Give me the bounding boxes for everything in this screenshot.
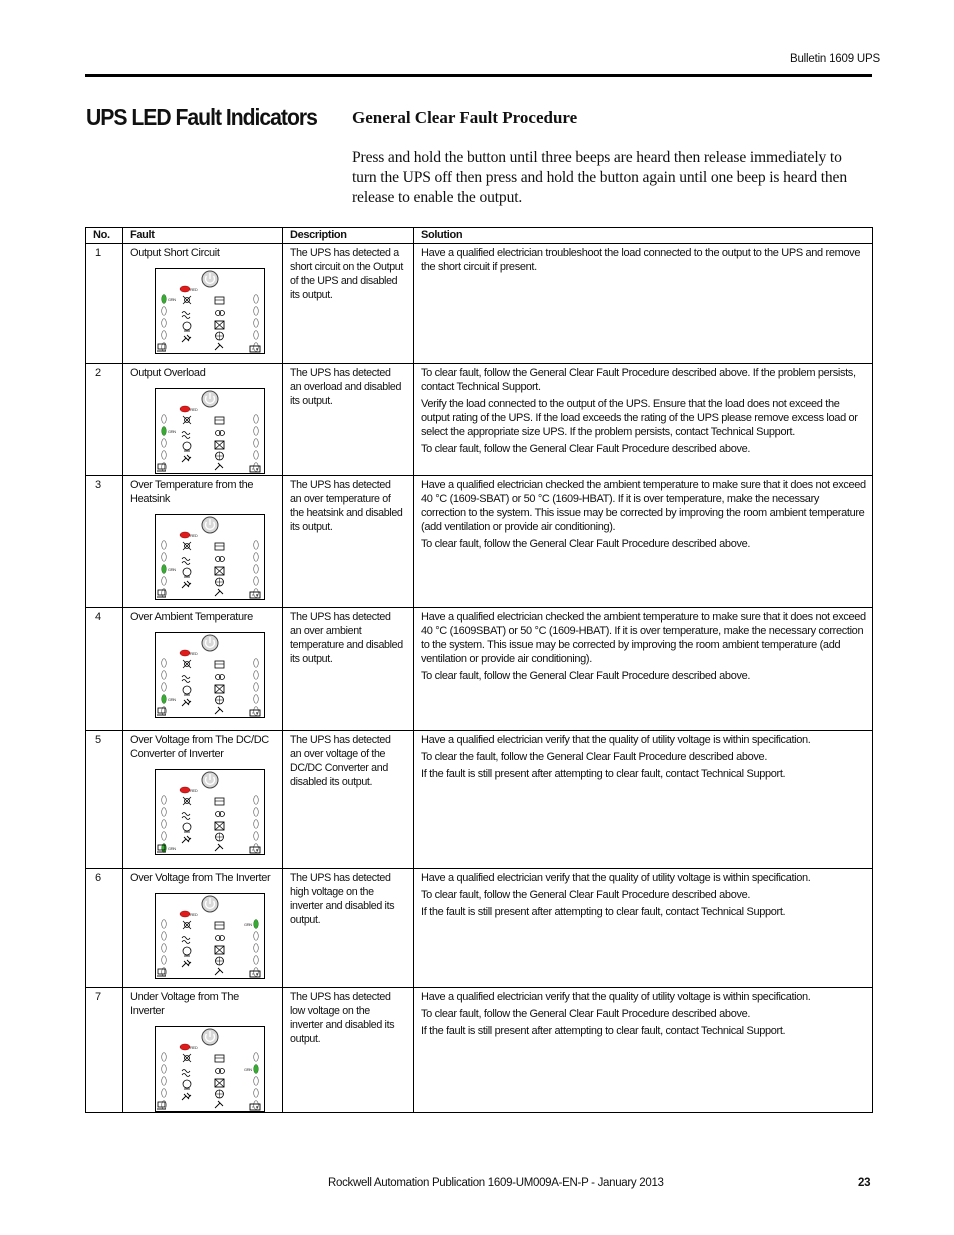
solution-paragraph: If the fault is still present after attempting to clear fault, contact Technical Support. <box>421 768 786 780</box>
table-row <box>86 364 873 476</box>
power-button-icon <box>202 896 218 912</box>
fault-solution <box>414 364 873 476</box>
led-label: RED <box>190 287 198 292</box>
warning-icon <box>183 921 191 929</box>
circle-grid-icon <box>216 696 224 704</box>
warning-icon <box>183 416 191 424</box>
led-panel-diagram <box>155 268 265 354</box>
table-row <box>86 988 873 1113</box>
solution-paragraph: To clear fault, follow the General Clear Fault Procedure described above. <box>421 538 751 550</box>
led-label: GRN <box>244 1067 252 1072</box>
header-solution: Solution <box>414 228 873 244</box>
solution-paragraph: Have a qualified electrician verify that the quality of utility voltage is within specification. <box>421 872 811 884</box>
footer-publication: Rockwell Automation Publication 1609-UM009A-EN-P - January 2013 <box>328 1177 664 1189</box>
solution-paragraph: Have a qualified electrician checked the ambient temperature to make sure that it does not exceed 40 °C (1609-SBAT) or 50 °C (1609-HBAT). If it is over temperature, make the necessary correction to the system. This issue may be corrected by improving the room ambient temperature (add ventilation or provide air conditioning). <box>421 479 866 533</box>
warning-icon <box>183 660 191 668</box>
power-button-icon <box>202 271 218 287</box>
fault-name: Over Voltage from The DC/DC Converter of Inverter <box>130 734 269 760</box>
fault-solution <box>414 988 873 1113</box>
fault-cell <box>123 244 283 364</box>
led-panel-diagram <box>155 514 265 600</box>
solution-paragraph: Have a qualified electrician verify that the quality of utility voltage is within specification. <box>421 991 811 1003</box>
fault-number: 3 <box>86 476 123 608</box>
led-label: GRN <box>244 922 252 927</box>
led-label: RED <box>190 533 198 538</box>
led-label: RED <box>190 912 198 917</box>
led-label: GRN <box>168 429 176 434</box>
solution-paragraph: To clear fault, follow the General Clear Fault Procedure described above. If the problem persists, contact Technical Support. <box>421 367 856 393</box>
circle-grid-icon <box>216 1090 224 1098</box>
table-header-row <box>86 228 873 244</box>
led-label: RED <box>190 407 198 412</box>
led-panel-diagram <box>155 632 265 718</box>
red-led-icon <box>180 787 198 793</box>
solution-paragraph: Have a qualified electrician troubleshoot the load connected to the output to the UPS and remove the short circuit if present. <box>421 247 861 273</box>
table-row <box>86 476 873 608</box>
circle-grid-icon <box>216 957 224 965</box>
fault-solution <box>414 869 873 988</box>
fault-cell <box>123 476 283 608</box>
solution-paragraph: To clear fault, follow the General Clear Fault Procedure described above. <box>421 889 751 901</box>
red-led-icon <box>180 532 198 538</box>
fault-description <box>283 244 414 364</box>
fault-cell <box>123 988 283 1113</box>
fault-name: Output Short Circuit <box>130 247 220 259</box>
power-button-icon <box>202 772 218 788</box>
led-label: RED <box>190 1045 198 1050</box>
solution-paragraph: Have a qualified electrician checked the ambient temperature to make sure that it does not exceed 40 °C (1609SBAT) or 50 °C (1609-HBAT). If it is over temperature, make the necessary correction to the system. This issue may be corrected by improving the room ambient temperature (add ventilation or provide air conditioning). <box>421 611 866 665</box>
fault-number: 5 <box>86 731 123 869</box>
red-led-icon <box>180 911 198 917</box>
fault-number: 2 <box>86 364 123 476</box>
fault-number: 4 <box>86 608 123 731</box>
solution-paragraph: Verify the load connected to the output of the UPS. Ensure that the load does not exceed the output rating of the UPS. If the load exceeds the rating of the UPS please remove excess load or select the appropriate size UPS. If the problem persists, contact Technical Support. <box>421 398 858 438</box>
fault-description <box>283 364 414 476</box>
fault-cell <box>123 608 283 731</box>
led-panel-diagram <box>155 893 265 979</box>
fault-description <box>283 476 414 608</box>
header-fault: Fault <box>123 228 283 244</box>
description-text: The UPS has detected an over temperature of the heatsink and disabled its output. <box>290 479 403 533</box>
fault-cell <box>123 869 283 988</box>
red-led-icon <box>180 406 198 412</box>
solution-paragraph: Have a qualified electrician verify that the quality of utility voltage is within specification. <box>421 734 811 746</box>
solution-paragraph: To clear fault, follow the General Clear Fault Procedure described above. <box>421 443 751 455</box>
header-rule <box>85 74 872 77</box>
fault-solution <box>414 731 873 869</box>
table-row <box>86 244 873 364</box>
fault-name: Over Voltage from The Inverter <box>130 872 271 884</box>
red-led-icon <box>180 286 198 292</box>
fault-number: 1 <box>86 244 123 364</box>
header-description: Description <box>283 228 414 244</box>
circle-grid-icon <box>216 833 224 841</box>
solution-paragraph: To clear fault, follow the General Clear Fault Procedure described above. <box>421 670 751 682</box>
table-row <box>86 608 873 731</box>
description-text: The UPS has detected an overload and disabled its output. <box>290 367 402 407</box>
led-panel-diagram <box>155 769 265 855</box>
fault-solution <box>414 476 873 608</box>
description-text: The UPS has detected low voltage on the inverter and disabled its output. <box>290 991 395 1045</box>
led-label: RED <box>190 788 198 793</box>
red-led-icon <box>180 1044 198 1050</box>
description-text: The UPS has detected an over ambient temperature and disabled its output. <box>290 611 403 665</box>
warning-icon <box>183 542 191 550</box>
description-text: The UPS has detected an over voltage of the DC/DC Converter and disabled its output. <box>290 734 391 788</box>
fault-name: Under Voltage from The Inverter <box>130 991 239 1017</box>
procedure-text: Press and hold the button until three beeps are heard then release immediately to turn the UPS off then press and hold the button again until one beep is heard then release to enable the output. <box>352 149 847 206</box>
fault-name: Over Ambient Temperature <box>130 611 253 623</box>
fault-description <box>283 988 414 1113</box>
circle-grid-icon <box>216 578 224 586</box>
fault-solution <box>414 608 873 731</box>
led-label: GRN <box>168 297 176 302</box>
fault-description <box>283 608 414 731</box>
power-button-icon <box>202 517 218 533</box>
solution-paragraph: To clear fault, follow the General Clear Fault Procedure described above. <box>421 1008 751 1020</box>
fault-cell <box>123 731 283 869</box>
description-text: The UPS has detected high voltage on the inverter and disabled its output. <box>290 872 395 926</box>
solution-paragraph: If the fault is still present after attempting to clear fault, contact Technical Support. <box>421 906 786 918</box>
solution-paragraph: To clear the fault, follow the General Clear Fault Procedure described above. <box>421 751 768 763</box>
procedure-title: General Clear Fault Procedure <box>352 108 578 127</box>
circle-grid-icon <box>216 452 224 460</box>
fault-solution <box>414 244 873 364</box>
warning-icon <box>183 1054 191 1062</box>
solution-paragraph: If the fault is still present after attempting to clear fault, contact Technical Support. <box>421 1025 786 1037</box>
led-label: GRN <box>168 846 176 851</box>
fault-cell <box>123 364 283 476</box>
led-label: RED <box>190 651 198 656</box>
fault-number: 6 <box>86 869 123 988</box>
running-header: Bulletin 1609 UPS <box>790 53 880 65</box>
table-row <box>86 731 873 869</box>
fault-number: 7 <box>86 988 123 1113</box>
warning-icon <box>183 296 191 304</box>
circle-grid-icon <box>216 332 224 340</box>
section-title: UPS LED Fault Indicators <box>86 104 317 130</box>
power-button-icon <box>202 1029 218 1045</box>
table-row <box>86 869 873 988</box>
led-label: GRN <box>168 567 176 572</box>
fault-name: Output Overload <box>130 367 206 379</box>
led-panel-diagram <box>155 1026 265 1112</box>
fault-name: Over Temperature from the Heatsink <box>130 479 254 505</box>
fault-table <box>85 227 873 1113</box>
led-label: GRN <box>168 697 176 702</box>
power-button-icon <box>202 635 218 651</box>
red-led-icon <box>180 650 198 656</box>
fault-description <box>283 869 414 988</box>
fault-description <box>283 731 414 869</box>
warning-icon <box>183 797 191 805</box>
page-number: 23 <box>858 1177 871 1189</box>
description-text: The UPS has detected a short circuit on the Output of the UPS and disabled its output. <box>290 247 404 301</box>
led-panel-diagram <box>155 388 265 474</box>
power-button-icon <box>202 391 218 407</box>
header-no: No. <box>86 228 123 244</box>
